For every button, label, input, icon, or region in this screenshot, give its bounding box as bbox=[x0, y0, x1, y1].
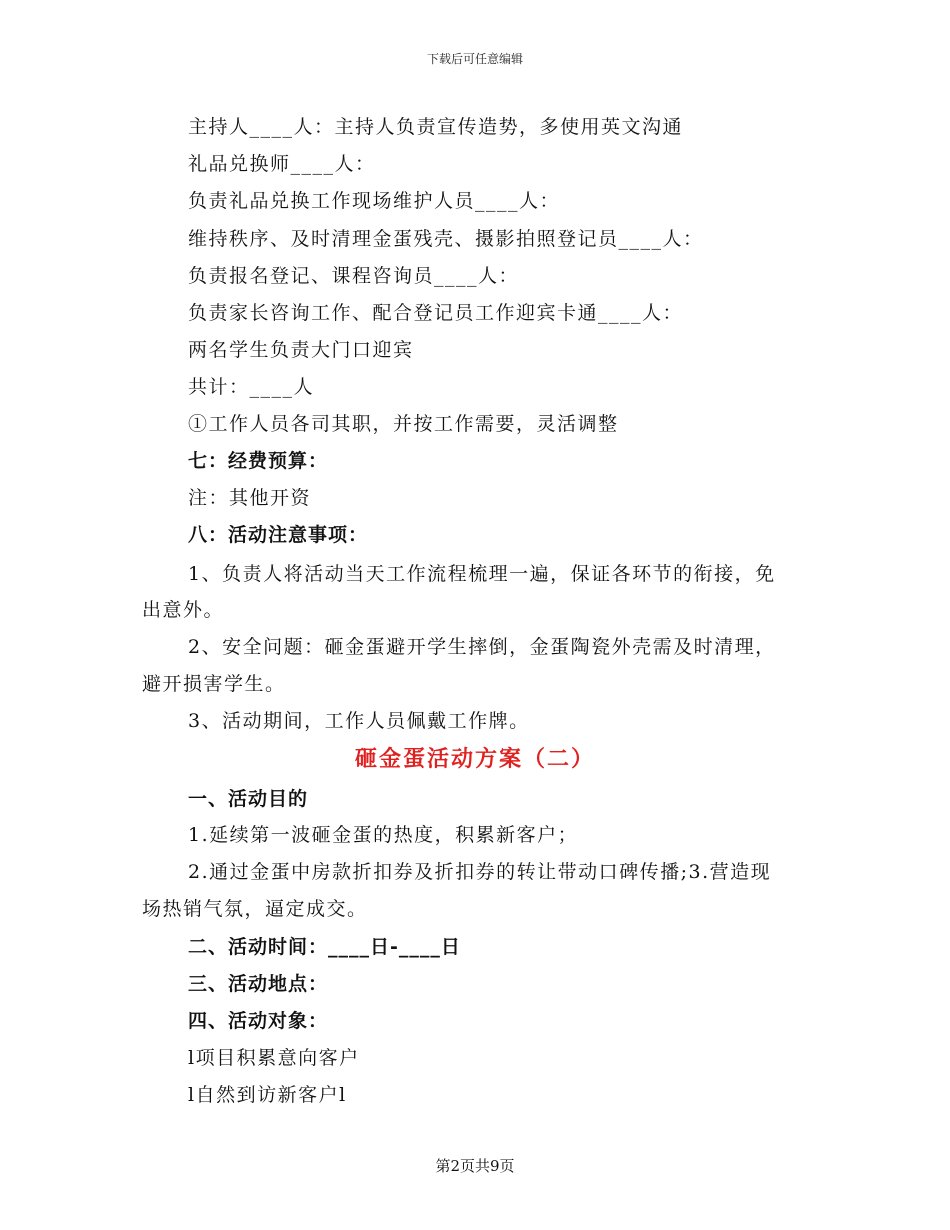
staff-line-note: ①工作人员各司其职，并按工作需要，灵活调整 bbox=[188, 413, 619, 435]
plan2-s3-heading: 三、活动地点： bbox=[188, 973, 329, 995]
staff-line-parent-consult: 负责家长咨询工作、配合登记员工作迎宾卡通____人： bbox=[188, 302, 684, 324]
page-header: 下载后可任意编辑 bbox=[426, 52, 523, 66]
staff-line-total: 共计：____人 bbox=[188, 376, 315, 398]
staff-line-order-photographer: 维持秩序、及时清理金蛋残壳、摄影拍照登记员____人： bbox=[188, 228, 704, 250]
section7-heading: 七：经费预算： bbox=[188, 450, 329, 472]
plan2-s1-item2-line2: 场热销气氛，逼定成交。 bbox=[142, 898, 368, 920]
section8-item3: 3、活动期间，工作人员佩戴工作牌。 bbox=[188, 710, 530, 732]
plan2-s4-item1: l项目积累意向客户 bbox=[188, 1047, 360, 1069]
section8-item1-line2: 出意外。 bbox=[142, 599, 225, 621]
section8-item2-line2: 避开损害学生。 bbox=[142, 673, 286, 695]
plan2-s1-item2-line1: 2.通过金蛋中房款折扣券及折扣券的转让带动口碑传播;3.营造现 bbox=[188, 861, 772, 883]
staff-line-site-maintenance: 负责礼品兑换工作现场维护人员____人： bbox=[188, 190, 561, 212]
staff-line-students-greeting: 两名学生负责大门口迎宾 bbox=[188, 339, 414, 361]
staff-line-registration: 负责报名登记、课程咨询员____人： bbox=[188, 265, 520, 287]
section8-item2-line1: 2、安全问题：砸金蛋避开学生摔倒，金蛋陶瓷外壳需及时清理， bbox=[188, 636, 776, 658]
plan2-title: 砸金蛋活动方案（二） bbox=[354, 747, 595, 772]
plan2-s4-heading: 四、活动对象： bbox=[188, 1010, 329, 1032]
section8-heading: 八：活动注意事项： bbox=[188, 524, 369, 546]
page-footer: 第2页共9页 bbox=[435, 1157, 515, 1175]
staff-line-host: 主持人____人：主持人负责宣传造势，多使用英文沟通 bbox=[188, 116, 684, 138]
plan2-s4-item2: l自然到访新客户l bbox=[188, 1084, 347, 1106]
plan2-s2-heading: 二、活动时间：____日-____日 bbox=[188, 936, 461, 958]
plan2-s1-item1: 1.延续第一波砸金蛋的热度，积累新客户； bbox=[188, 824, 579, 846]
plan2-s1-heading: 一、活动目的 bbox=[188, 788, 309, 810]
staff-line-gift-exchanger: 礼品兑换师____人： bbox=[188, 153, 376, 175]
section8-item1-line1: 1、负责人将活动当天工作流程梳理一遍，保证各环节的衔接，免 bbox=[188, 563, 776, 585]
section7-note: 注：其他开资 bbox=[188, 487, 312, 509]
